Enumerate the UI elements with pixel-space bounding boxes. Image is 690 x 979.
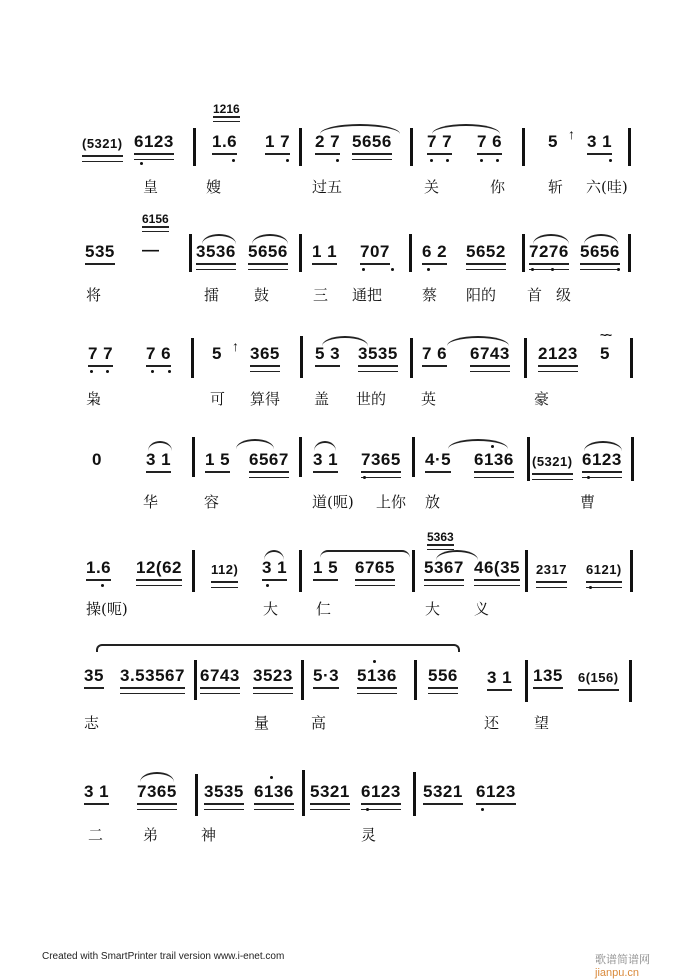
score-row-1 [0,100,690,200]
low-octave-dot [551,268,554,271]
note-group: 7 7 [88,344,113,367]
low-octave-dot [266,584,269,587]
footer-watermark-left: Created with SmartPrinter trail version www.i-enet.com [42,951,285,962]
low-octave-dot [366,808,369,811]
lyric: 神 [201,826,217,844]
note-group: 1.6 [86,558,111,581]
barline [302,770,305,816]
barline [412,437,415,477]
barline [525,660,528,702]
note-group: 5656 [248,242,288,265]
lyric: 首 [527,286,543,304]
barline [629,660,632,702]
note-group: 5 3 [315,344,340,367]
barline [300,336,303,378]
note-group: 6(156) [578,668,619,691]
barline [412,550,415,592]
low-octave-dot [286,159,289,162]
barline [299,234,302,272]
note-group: 3 1 [84,782,109,805]
lyric: 容 [204,493,220,511]
low-octave-dot [427,268,430,271]
high-octave-dot [491,445,494,448]
barline [628,128,631,166]
lyric: 阳的 [466,286,497,304]
score-row-4 [0,425,690,525]
high-octave-dot [270,776,273,779]
note-group: 5656 [580,242,620,265]
grace-note: 1216 [213,102,240,116]
note-group: 3 1 [146,450,171,473]
slur [448,439,508,449]
note-group: 365 [250,344,280,367]
note-group: 3535 [204,782,244,805]
note-group: 535 [85,242,115,265]
lyric: 六(哇) [586,178,628,196]
note-group: 707 [360,242,390,265]
site-domain: jianpu.cn [595,967,640,979]
low-octave-dot [362,268,365,271]
note-group: 1.6 [212,132,237,155]
bend-arrow-icon: ↑ [232,338,239,354]
barline [630,338,633,378]
barline [628,234,631,272]
note-group: 1 5 [313,558,338,581]
lyric: 上你 [376,493,407,511]
note-group: 3535 [358,344,398,367]
score-row-7 [0,758,690,858]
low-octave-dot [151,370,154,373]
low-octave-dot [589,586,592,589]
note-group: 6 2 [422,242,447,265]
note-group: 5367 [424,558,464,581]
low-octave-dot [336,159,339,162]
low-octave-dot [617,268,620,271]
note-group: 7 6 [477,132,502,155]
score-row-6 [0,638,690,738]
lyric: 道(呃) [312,493,354,511]
note-group: 6743 [200,666,240,689]
lyric: 皇 [143,178,159,196]
barline [522,234,525,272]
note-group: 2317 [536,560,567,583]
note-group: 4·5 [425,450,451,473]
barline [410,338,413,378]
note-group: 2 7 [315,132,340,155]
note-group: 1 1 [312,242,337,265]
lyric: 操(呃) [86,600,128,618]
barline [299,550,302,592]
note-group: 2123 [538,344,578,367]
low-octave-dot [446,159,449,162]
barline [299,128,302,166]
barline [525,550,528,592]
note-group: 6123 [361,782,401,805]
lyric: 大 [263,600,279,618]
note-group: 35 [84,666,104,689]
lyric: 盖 [314,390,330,408]
barline [301,660,304,700]
barline [193,128,196,166]
note-group: 135 [533,666,563,689]
note-group: 6121) [586,560,622,583]
lyric: 过五 [312,178,343,196]
lyric: 放 [425,493,441,511]
note-group: 46(35 [474,558,520,581]
note-group: 6136 [254,782,294,805]
lyric: 二 [88,826,104,844]
note-group: 1 7 [265,132,290,155]
barline [409,234,412,272]
note-group: — [142,240,160,259]
lyric: 算得 [250,390,281,408]
score-row-5 [0,528,690,628]
lyric: 灵 [361,826,377,844]
note-group: 12(62 [136,558,182,581]
note-group: 6123 [582,450,622,473]
note-group: 1 5 [205,450,230,473]
barline [631,437,634,481]
barline [527,437,530,481]
lyric: 可 [210,390,226,408]
note-group: (5321) [82,134,123,157]
note-group: 5 [548,132,558,151]
note-group: 6765 [355,558,395,581]
barline [522,128,525,166]
note-group: 5·3 [313,666,339,689]
high-octave-dot [373,660,376,663]
lyric: 蔡 [422,286,438,304]
barline [299,437,302,477]
lyric: 豪 [534,390,550,408]
lyric: 通把 [352,286,383,304]
low-octave-dot [140,162,143,165]
note-group: 7276 [529,242,569,265]
lyric: 弟 [143,826,159,844]
note-group: 7 7 [427,132,452,155]
barline [195,774,198,816]
barline [630,550,633,592]
note-group: 5136 [357,666,397,689]
lyric: 还 [484,714,500,732]
note-group: 3 1 [487,668,512,691]
note-group: 7365 [361,450,401,473]
lyric: 世的 [356,390,387,408]
lyric: 望 [534,714,550,732]
lyric: 你 [490,178,506,196]
low-octave-dot [480,159,483,162]
note-group: 3.53567 [120,666,185,689]
slur [96,644,460,652]
lyric: 斩 [548,178,564,196]
note-group: 6123 [134,132,174,155]
lyric: 鼓 [254,286,270,304]
lyric: 曹 [580,493,596,511]
grace-note: 6156 [142,212,169,226]
barline [192,550,195,592]
low-octave-dot [232,159,235,162]
low-octave-dot [609,159,612,162]
lyric: 量 [254,714,270,732]
note-group: 3536 [196,242,236,265]
barline [191,338,194,378]
note-group: 112) [211,560,238,583]
lyric: 三 [313,286,329,304]
note-group: 5 [212,344,222,363]
note-group: 7 6 [422,344,447,367]
slur [236,439,274,449]
low-octave-dot [587,476,590,479]
note-group: 556 [428,666,458,689]
note-group: 6567 [249,450,289,473]
lyric: 义 [474,600,490,618]
lyric: 华 [143,493,159,511]
score-row-2 [0,208,690,308]
slur [320,550,410,558]
lyric: 关 [424,178,440,196]
lyric: 高 [311,714,327,732]
low-octave-dot [481,808,484,811]
low-octave-dot [496,159,499,162]
note-group: 5321 [310,782,350,805]
trill-icon: ~~ [600,328,611,342]
barline [413,772,416,816]
note-group: 6743 [470,344,510,367]
lyric: 志 [84,714,100,732]
lyric: 擂 [204,286,220,304]
note-group: 7365 [137,782,177,805]
note-group: 5321 [423,782,463,805]
note-group: 0 [92,450,102,469]
note-group: 5656 [352,132,392,155]
low-octave-dot [391,268,394,271]
lyric: 嫂 [206,178,222,196]
score-row-3 [0,320,690,420]
low-octave-dot [90,370,93,373]
grace-note: 5363 [427,530,454,544]
lyric: 大 [425,600,441,618]
lyric: 级 [556,286,572,304]
lyric: 英 [421,390,437,408]
note-group: 3 1 [262,558,287,581]
note-group: 6123 [476,782,516,805]
barline [189,234,192,272]
note-group: 3523 [253,666,293,689]
lyric: 将 [86,286,102,304]
low-octave-dot [430,159,433,162]
low-octave-dot [363,476,366,479]
bend-arrow-icon: ↑ [568,126,575,142]
note-group: 5652 [466,242,506,265]
barline [410,128,413,166]
barline [192,437,195,477]
slur [140,772,174,782]
lyric: 枭 [86,390,102,408]
note-group: (5321) [532,452,573,475]
low-octave-dot [168,370,171,373]
note-group: 3 1 [587,132,612,155]
barline [414,660,417,700]
site-name: 歌谱简谱网 [595,954,650,966]
low-octave-dot [101,584,104,587]
barline [524,338,527,378]
lyric: 仁 [316,600,332,618]
low-octave-dot [531,268,534,271]
note-group: 3 1 [313,450,338,473]
low-octave-dot [106,370,109,373]
note-group: 5 [600,344,610,363]
note-group: 7 6 [146,344,171,367]
note-group: 6136 [474,450,514,473]
barline [194,660,197,700]
